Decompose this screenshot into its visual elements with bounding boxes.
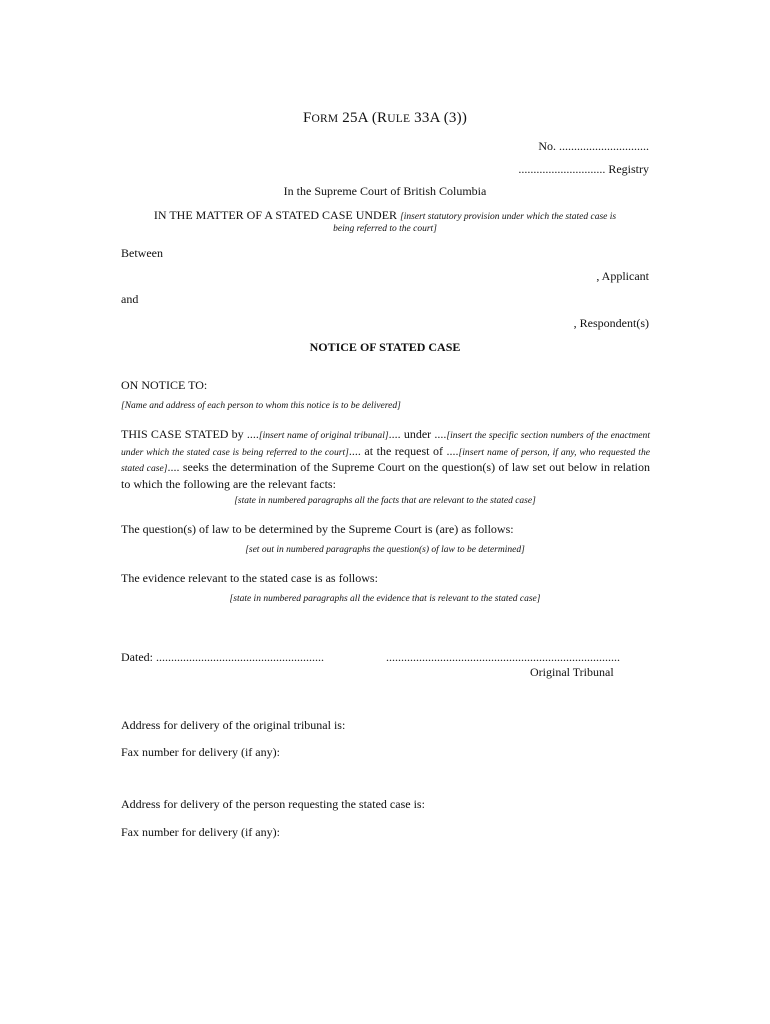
tribunal-fax-label: Fax number for delivery (if any):: [121, 745, 280, 759]
and-label: and: [121, 292, 139, 306]
case-stated-paragraph: THIS CASE STATED by ....[insert name of original tribunal].... under ....[insert the specific section numbers of the enactment under which the stated case is being referred to the court].... at the request of ....[insert name of person, if any, who requested the stated case].... seeks the determination of the Supreme Court on the question(s) of law set out below in relation to which the following are the relevant facts:: [121, 427, 650, 491]
requester-fax-label: Fax number for delivery (if any):: [121, 825, 280, 839]
matter-line: [0, 208, 770, 223]
facts-instruction: [state in numbered paragraphs all the facts that are relevant to the stated case]: [234, 496, 536, 506]
registry-line: ............................. Registry: [518, 162, 649, 176]
signature-line: ..............................................................................: [386, 650, 620, 664]
matter-instruction-1: [insert statutory provision under which the stated case is: [400, 212, 617, 222]
requester-address-label: Address for delivery of the person requesting the stated case is:: [121, 797, 425, 811]
form-title: FORM 25A (RULE 33A (3)): [302, 110, 468, 126]
questions-text: The question(s) of law to be determined by the Supreme Court is (are) as follows:: [121, 522, 514, 536]
applicant-label: , Applicant: [596, 269, 649, 283]
matter-instruction-2: being referred to the court]: [333, 224, 437, 234]
between-label: Between: [121, 246, 163, 260]
evidence-instruction: [state in numbered paragraphs all the evidence that is relevant to the stated case]: [229, 594, 541, 604]
questions-instruction: [set out in numbered paragraphs the question(s) of law to be determined]: [245, 545, 525, 555]
respondent-label: , Respondent(s): [573, 316, 649, 330]
dated-line: Dated: ........................................................: [121, 650, 324, 664]
file-number-line: No. ..............................: [538, 139, 649, 153]
on-notice-label: ON NOTICE TO:: [121, 378, 208, 392]
signature-label: Original Tribunal: [530, 665, 614, 679]
on-notice-instruction: [Name and address of each person to whom this notice is to be delivered]: [121, 401, 401, 411]
tribunal-address-label: Address for delivery of the original tribunal is:: [121, 718, 346, 732]
court-name: In the Supreme Court of British Columbia: [283, 184, 487, 198]
notice-title: NOTICE OF STATED CASE: [309, 340, 461, 354]
matter-prefix: IN THE MATTER OF A STATED CASE UNDER: [153, 208, 398, 222]
evidence-text: The evidence relevant to the stated case is as follows:: [121, 571, 378, 585]
